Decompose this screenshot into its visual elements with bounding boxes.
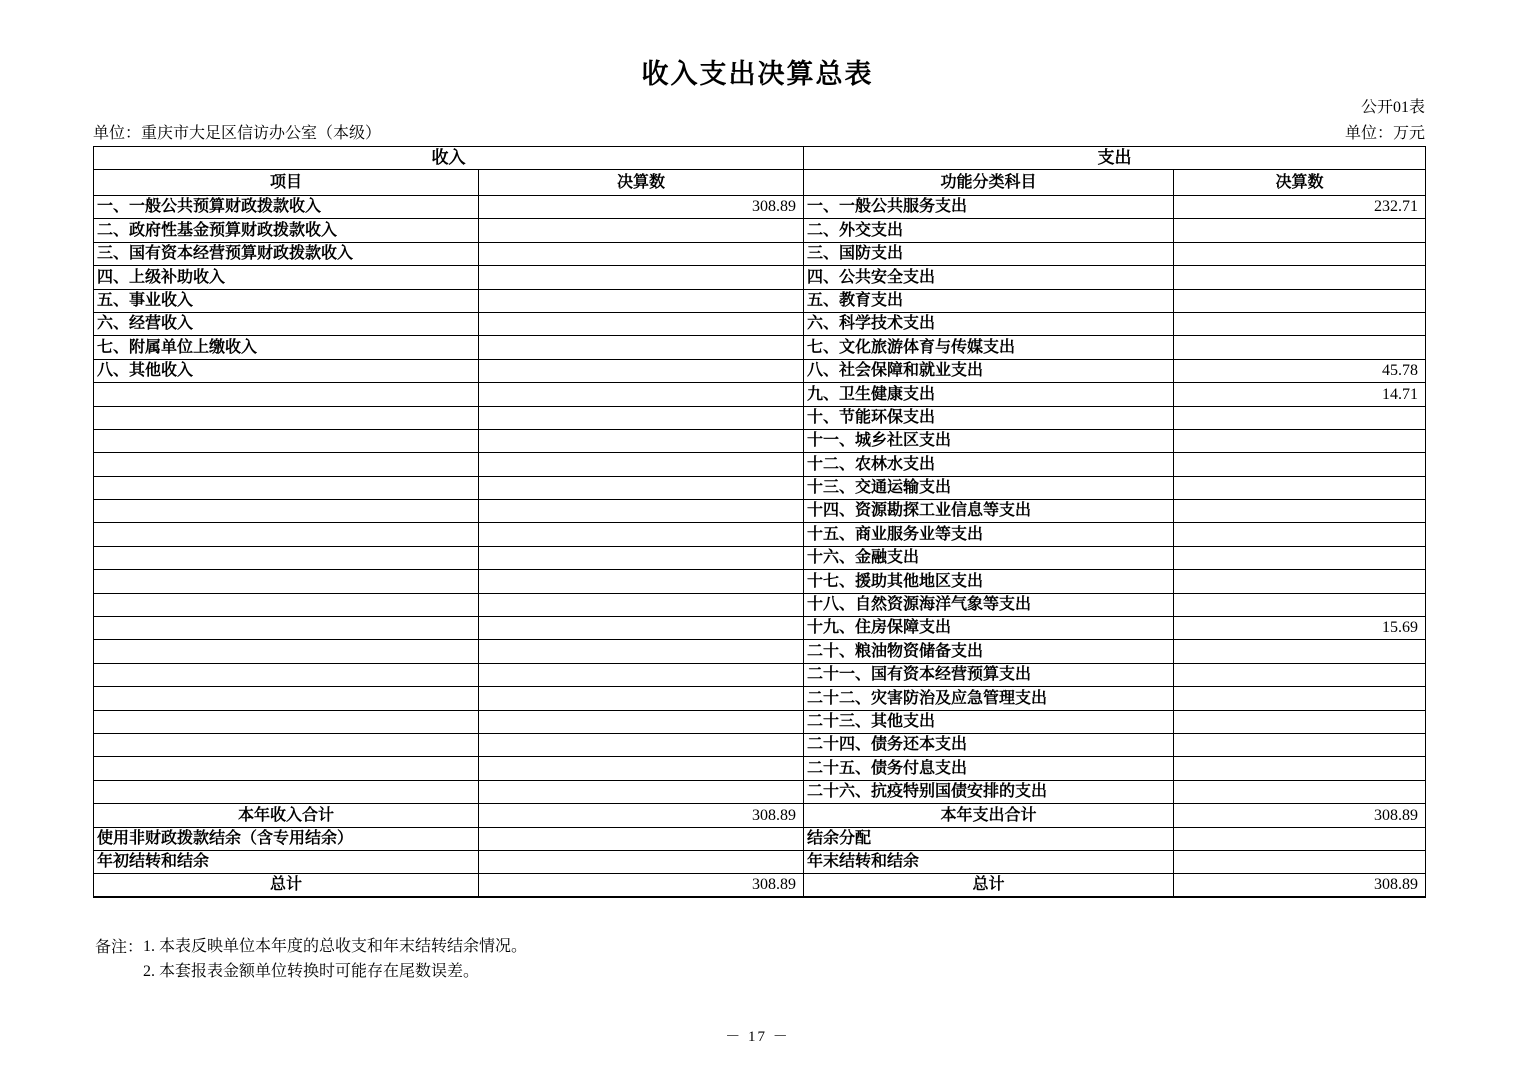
income-value-cell: [479, 266, 804, 289]
income-item-cell: 本年收入合计: [94, 804, 479, 827]
income-value-cell: [479, 242, 804, 265]
doc-label: 公开01表: [1360, 99, 1425, 116]
expense-item-cell: 六、科学技术支出: [804, 312, 1174, 335]
col-header-income-value: 决算数: [479, 170, 804, 196]
expense-value-cell: [1174, 312, 1426, 335]
expense-item-cell: 结余分配: [804, 827, 1174, 850]
income-value-cell: [479, 289, 804, 312]
expense-item-cell: 七、文化旅游体育与传媒支出: [804, 336, 1174, 359]
expense-item-cell: 二十六、抗疫特别国债安排的支出: [804, 780, 1174, 803]
expense-item-cell: 十四、资源勘探工业信息等支出: [804, 500, 1174, 523]
income-value-cell: [479, 406, 804, 429]
income-item-cell: [94, 523, 479, 546]
table-row: [94, 336, 1426, 359]
table-row: [94, 383, 1426, 406]
income-value-cell: [479, 687, 804, 710]
expense-value-cell: 308.89: [1174, 804, 1426, 827]
income-item-cell: [94, 476, 479, 499]
table-row: [94, 453, 1426, 476]
expense-item-cell: 四、公共安全支出: [804, 266, 1174, 289]
notes: [95, 934, 527, 984]
expense-item-cell: 总计: [804, 874, 1174, 897]
expense-value-cell: [1174, 780, 1426, 803]
income-item-cell: 四、上级补助收入: [94, 266, 479, 289]
page-number: － 17 －: [725, 1029, 790, 1045]
expense-item-cell: 十一、城乡社区支出: [804, 429, 1174, 452]
income-item-cell: 五、事业收入: [94, 289, 479, 312]
income-item-cell: 三、国有资本经营预算财政拨款收入: [94, 242, 479, 265]
income-value-cell: [479, 593, 804, 616]
income-value-cell: [479, 733, 804, 756]
table-row: [94, 312, 1426, 335]
table-row: [94, 733, 1426, 756]
expense-item-cell: 十、节能环保支出: [804, 406, 1174, 429]
table-row: [94, 617, 1426, 640]
expense-item-cell: 十五、商业服务业等支出: [804, 523, 1174, 546]
expense-value-cell: [1174, 546, 1426, 569]
income-item-cell: [94, 780, 479, 803]
table-row: [94, 757, 1426, 780]
expense-value-cell: [1174, 570, 1426, 593]
expense-value-cell: [1174, 453, 1426, 476]
table-row: [94, 570, 1426, 593]
income-value-cell: [479, 546, 804, 569]
income-item-cell: [94, 710, 479, 733]
expense-value-cell: [1174, 827, 1426, 850]
income-item-cell: [94, 733, 479, 756]
expense-value-cell: [1174, 500, 1426, 523]
income-value-cell: [479, 617, 804, 640]
table-row: [94, 710, 1426, 733]
income-item-cell: [94, 500, 479, 523]
income-value-cell: [479, 500, 804, 523]
expense-item-cell: 八、社会保障和就业支出: [804, 359, 1174, 382]
expense-item-cell: 十八、自然资源海洋气象等支出: [804, 593, 1174, 616]
table-row: [94, 523, 1426, 546]
income-value-cell: [479, 429, 804, 452]
income-item-cell: 七、附属单位上缴收入: [94, 336, 479, 359]
income-value-cell: [479, 523, 804, 546]
expense-item-cell: 二十一、国有资本经营预算支出: [804, 663, 1174, 686]
expense-value-cell: 14.71: [1174, 383, 1426, 406]
budget-table: [93, 146, 1426, 898]
expense-item-cell: 本年支出合计: [804, 804, 1174, 827]
expense-value-cell: [1174, 850, 1426, 873]
income-value-cell: [479, 312, 804, 335]
income-item-cell: [94, 687, 479, 710]
table-column-header-row: [94, 170, 1426, 196]
expense-value-cell: [1174, 640, 1426, 663]
table-row: [94, 289, 1426, 312]
table-row: [94, 500, 1426, 523]
expense-value-cell: [1174, 733, 1426, 756]
table-row: [94, 804, 1426, 827]
unit-name: 单位：重庆市大足区信访办公室（本级）: [93, 125, 382, 142]
group-header-expense: 支出: [804, 147, 1426, 170]
expense-value-cell: 45.78: [1174, 359, 1426, 382]
income-item-cell: 八、其他收入: [94, 359, 479, 382]
table-row: [94, 266, 1426, 289]
expense-item-cell: 年末结转和结余: [804, 850, 1174, 873]
table-row: [94, 687, 1426, 710]
expense-item-cell: 二十三、其他支出: [804, 710, 1174, 733]
expense-value-cell: [1174, 710, 1426, 733]
income-item-cell: 六、经营收入: [94, 312, 479, 335]
table-row: [94, 827, 1426, 850]
income-value-cell: [479, 850, 804, 873]
expense-item-cell: 二、外交支出: [804, 219, 1174, 242]
table-row: [94, 640, 1426, 663]
table-row: [94, 546, 1426, 569]
col-header-income-item: 项目: [94, 170, 479, 196]
table-body: [94, 196, 1426, 898]
income-item-cell: [94, 406, 479, 429]
income-value-cell: [479, 757, 804, 780]
expense-value-cell: 308.89: [1174, 874, 1426, 897]
income-value-cell: [479, 336, 804, 359]
income-item-cell: [94, 640, 479, 663]
col-header-expense-value: 决算数: [1174, 170, 1426, 196]
expense-value-cell: [1174, 663, 1426, 686]
income-value-cell: [479, 640, 804, 663]
expense-item-cell: 十三、交通运输支出: [804, 476, 1174, 499]
unit-currency: 单位：万元: [1344, 125, 1425, 142]
expense-value-cell: 15.69: [1174, 617, 1426, 640]
group-header-income: 收入: [94, 147, 804, 170]
expense-item-cell: 十七、援助其他地区支出: [804, 570, 1174, 593]
table-row: [94, 476, 1426, 499]
note-line: 1. 本表反映单位本年度的总收支和年末结转结余情况。: [143, 938, 528, 955]
income-value-cell: [479, 476, 804, 499]
notes-label: 备注：: [95, 939, 144, 956]
table-row: [94, 874, 1426, 897]
expense-item-cell: 二十、粮油物资储备支出: [804, 640, 1174, 663]
expense-item-cell: 十九、住房保障支出: [804, 617, 1174, 640]
table-row: [94, 359, 1426, 382]
income-value-cell: 308.89: [479, 804, 804, 827]
expense-value-cell: [1174, 242, 1426, 265]
income-item-cell: [94, 570, 479, 593]
page-title: 收入支出决算总表: [641, 59, 874, 89]
expense-item-cell: 十六、金融支出: [804, 546, 1174, 569]
expense-item-cell: 三、国防支出: [804, 242, 1174, 265]
table-row: [94, 850, 1426, 873]
expense-item-cell: 二十四、债务还本支出: [804, 733, 1174, 756]
income-item-cell: 年初结转和结余: [94, 850, 479, 873]
col-header-expense-item: 功能分类科目: [804, 170, 1174, 196]
expense-item-cell: 一、一般公共服务支出: [804, 196, 1174, 219]
table-row: [94, 593, 1426, 616]
expense-value-cell: [1174, 593, 1426, 616]
expense-value-cell: [1174, 289, 1426, 312]
expense-item-cell: 五、教育支出: [804, 289, 1174, 312]
income-item-cell: [94, 757, 479, 780]
expense-value-cell: [1174, 219, 1426, 242]
income-item-cell: [94, 663, 479, 686]
unit-row: [93, 120, 1425, 143]
income-value-cell: [479, 219, 804, 242]
income-value-cell: [479, 663, 804, 686]
table-row: [94, 242, 1426, 265]
note-line: 2. 本套报表金额单位转换时可能存在尾数误差。: [143, 963, 480, 980]
income-value-cell: [479, 710, 804, 733]
table-row: [94, 429, 1426, 452]
expense-value-cell: [1174, 266, 1426, 289]
table-row: [94, 663, 1426, 686]
income-value-cell: [479, 570, 804, 593]
income-item-cell: [94, 453, 479, 476]
income-item-cell: [94, 617, 479, 640]
income-value-cell: 308.89: [479, 196, 804, 219]
expense-item-cell: 十二、农林水支出: [804, 453, 1174, 476]
income-item-cell: 使用非财政拨款结余（含专用结余）: [94, 827, 479, 850]
table-row: [94, 196, 1426, 219]
income-item-cell: [94, 383, 479, 406]
income-item-cell: 总计: [94, 874, 479, 897]
expense-value-cell: [1174, 687, 1426, 710]
income-item-cell: [94, 593, 479, 616]
income-value-cell: [479, 383, 804, 406]
income-value-cell: 308.89: [479, 874, 804, 897]
expense-item-cell: 二十二、灾害防治及应急管理支出: [804, 687, 1174, 710]
expense-item-cell: 二十五、债务付息支出: [804, 757, 1174, 780]
table-row: [94, 406, 1426, 429]
income-value-cell: [479, 359, 804, 382]
table-row: [94, 780, 1426, 803]
income-value-cell: [479, 453, 804, 476]
expense-value-cell: [1174, 429, 1426, 452]
expense-value-cell: [1174, 476, 1426, 499]
income-item-cell: 二、政府性基金预算财政拨款收入: [94, 219, 479, 242]
expense-value-cell: [1174, 406, 1426, 429]
table-group-header-row: [94, 147, 1426, 170]
income-item-cell: [94, 429, 479, 452]
expense-value-cell: [1174, 757, 1426, 780]
income-value-cell: [479, 780, 804, 803]
income-value-cell: [479, 827, 804, 850]
expense-item-cell: 九、卫生健康支出: [804, 383, 1174, 406]
expense-value-cell: [1174, 336, 1426, 359]
expense-value-cell: 232.71: [1174, 196, 1426, 219]
income-item-cell: 一、一般公共预算财政拨款收入: [94, 196, 479, 219]
table-row: [94, 219, 1426, 242]
expense-value-cell: [1174, 523, 1426, 546]
income-item-cell: [94, 546, 479, 569]
